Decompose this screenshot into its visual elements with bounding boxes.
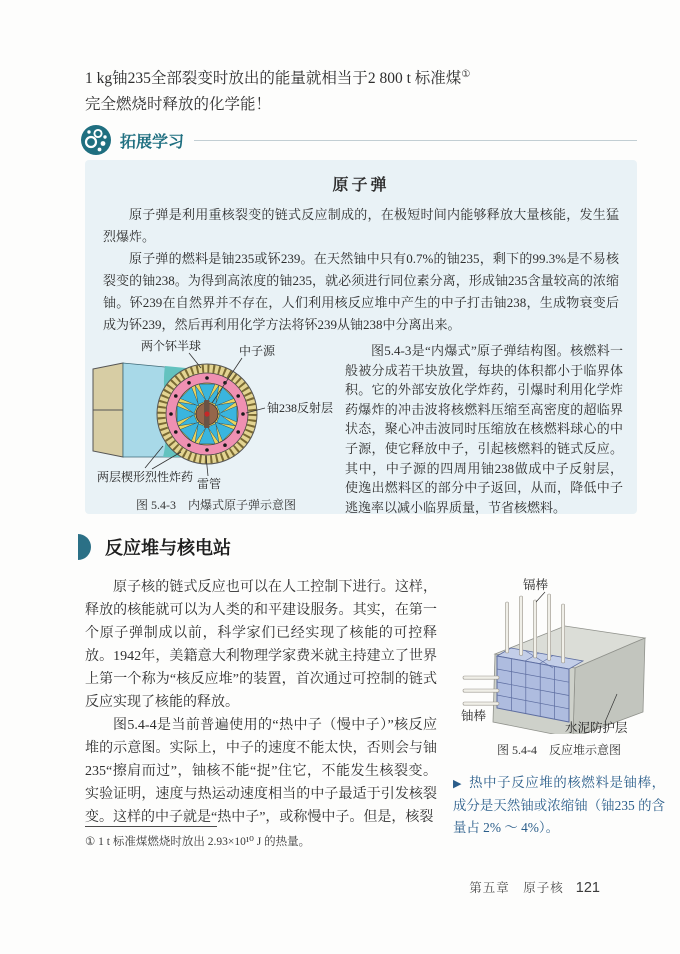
footnote-text: ① 1 t 标准煤燃烧时放出 2.93×10¹⁰ J 的热量。 [85, 836, 311, 848]
footnote-rule [85, 826, 217, 827]
section-heading-reactor [78, 534, 231, 560]
section-heading-marker [78, 534, 91, 560]
intro-line-1-text: 1 kg铀235全部裂变时放出的能量就相当于2 800 t 标准煤 [85, 70, 462, 88]
box-title: 原子弹 [332, 177, 390, 194]
intro-paragraph [85, 62, 595, 118]
label-concrete-shield: 水泥防护层 [564, 721, 628, 734]
label-detonator: 雷管 [197, 477, 222, 489]
label-neutron-source: 中子源 [239, 344, 276, 358]
label-plutonium-hemispheres: 两个钚半球 [141, 339, 202, 353]
figure-5-4-4-caption: 图 5.4-4 反应堆示意图 [497, 743, 621, 757]
label-uranium-rods: 铀棒 [460, 709, 486, 723]
intro-line-2: 完全燃烧时释放的化学能！ [85, 96, 272, 114]
main-text-column [85, 576, 437, 839]
reactor-diagram [457, 576, 662, 734]
box-paragraph-1: 原子弹是利用重核裂变的链式反应制成的，在极短时间内能够释放大量核能，发生猛烈爆炸。 [103, 207, 619, 244]
footnote-reference-mark: ① [461, 69, 471, 80]
figure-5-4-3-caption: 图 5.4-3 内爆式原子弹示意图 [136, 498, 296, 512]
label-u238-reflector: 铀238反射层 [267, 401, 334, 415]
implosion-bomb-diagram [89, 339, 343, 489]
main-paragraph-1: 原子核的链式反应也可以在人工控制下进行。这样，释放的核能就可以为人类的和平建设服务。其实，在第一个原子弹制成以前，科学家们已经实现了核能的可控释放。1942年，美籍意大利物理学家费米就主持建立了世界上第一个称为“核反应堆”的装置，首次通过可控制的链式反应实现了核能的释放。 [85, 580, 437, 710]
figure-5-4-3 [89, 339, 343, 517]
triangle-bullet-icon: ▶ [453, 778, 463, 790]
page-footer [469, 878, 600, 896]
box-column-text: 图5.4-3是“内爆式”原子弹结构图。核燃料一般被分成若干块放置，每块的体积都小于临界体积。它的外部安放化学炸药，引爆时利用化学炸药爆炸的冲击波将核燃料压缩至高密度的超临界状态，聚心冲击波同时压缩放在核燃料球心的中子源，使它释放中子，引起核燃料的链式反应。其中，中子源的四周用铀238做成中子反射层，使逸出燃料区的部分中子返回，从而，降低中子逃逸率以减小临界质量，节省核燃料。 [345, 343, 623, 515]
header-rule [194, 140, 637, 141]
section-heading-text: 反应堆与核电站 [105, 538, 231, 558]
expand-learning-label: 拓展学习 [120, 133, 185, 151]
label-cadmium-rods: 镉棒 [522, 578, 548, 592]
box-columns [85, 339, 637, 517]
expand-learning-header [80, 124, 637, 156]
margin-note-text: 热中子反应堆的核燃料是铀棒，成分是天然铀或浓缩铀（铀235 的含量占 2% ～ 4%）。 [453, 775, 665, 835]
molecule-icon [80, 124, 112, 156]
figure-5-4-4 [453, 576, 665, 758]
margin-note [453, 772, 665, 839]
expand-learning-box [85, 160, 637, 514]
chapter-title: 第五章 原子核 [469, 881, 564, 895]
main-paragraph-2: 图5.4-4是当前普遍使用的“热中子（慢中子）”核反应堆的示意图。实际上，中子的速度不能太快，否则会与铀235“擦肩而过”，铀核不能“捉”住它，不能发生核裂变。实验证明，速度与热运动速度相当的中子最适于引发核裂变。这样的中子就是“热中子”，或称慢中子。但是，核裂 [85, 718, 437, 825]
label-wedge-explosive: 两层楔形烈性炸药 [97, 470, 194, 484]
intro-line-1 [85, 62, 595, 92]
page-number: 121 [575, 880, 600, 896]
main-content [85, 576, 665, 839]
box-paragraph-2: 原子弹的燃料是铀235或钚239。在天然铀中只有0.7%的铀235，剩下的99.3%是不易核裂变的铀238。为得到高浓度的铀235，就必须进行同位素分离，形成铀235含量较高的浓缩铀。钚239在自然界并不存在，人们利用核反应堆中产生的中子打击铀238，生成物衰变后成为钚239，然后再利用化学方法将钚239从铀238中分离出来。 [103, 251, 619, 332]
side-column [453, 576, 665, 839]
